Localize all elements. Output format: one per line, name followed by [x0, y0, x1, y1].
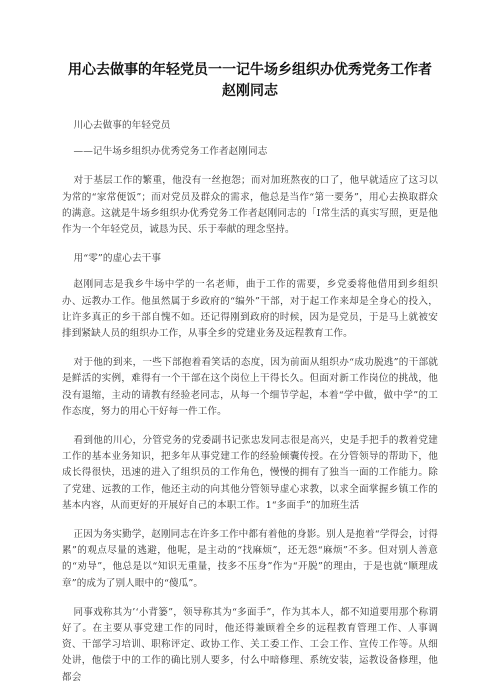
document-title: 用心去做事的年轻党员一一记牛场乡组织办优秀党务工作者赵刚同志 — [68, 62, 432, 99]
paragraph: 川心去做事的年轻党员 — [73, 120, 171, 131]
section-heading: 用“零”的虚心去干事 — [73, 253, 162, 265]
paragraph: 同事戏称其为’‘小背篓”，领导称其为“多面手”，作为其本人，都不知道要用那个称谓好了。在主要从事党建工作的同时，他还得兼顾着全乡的远程教育管理工作、人事调资、干部学习培训、职称评定、政协工作、关工委工作、工会工作、宣传工作等。从细处讲，他偿于中的工作的确比别人要多，付么中暗修理、系统安装，运教设备修理，他都会 — [62, 606, 438, 683]
paragraph: 看到他的川心，分管党务的党委副书记张忠发同志很是高兴，史是手把手的教着党建工作的基本业务知识，把多年从事党建工作的经验倾囊传授。在分管领导的帮助下，他成长得很快，迅速的进入了组织员的工作角色，慢慢的拥有了独当一面的工作能力。除了党建、远教的工作，他还主动的向其他分管领导虚心求教，以求全面掌握乡镇工作的基本内容，从而更好的开展好自己的本职工作。1“多面手”的加班生活 — [62, 435, 438, 511]
paragraph: 正因为务实勤学，赵刚同志在许多工作中都有着他的身影。别人是抱着“学得会，讨得累”的观点尽量的逃避，他呢，是主动的“找麻烦”，还无怨“麻烦”不多。但对别人善意的“劝导”，他总是以“知识无重量，技多不压身”作为“开脱”的理由，于是也就“顺理成章”的成为了别人眼中的“傻瓜”。 — [62, 529, 438, 589]
paragraph: ——记牛场乡组织办优秀党务工作者赵刚同志 — [73, 146, 268, 158]
paragraph: 赵刚同志是我乡牛场中学的一名老师，曲于工作的需要，乡党委将他借用到乡组织办、远教办工作。他虽然属于乡政府的“编外”干部，对于起工作来却是全身心的投入，让许多真正的乡干部自愧不如。还记得刚到政府的时候，因为是党员，于是马上就被安排到紧缺人员的组织办工作，从事全乡的党建业务及远程教育工作。 — [62, 279, 438, 340]
paragraph: 对于他的到来，一些下部抱着看笑话的态度，因为前面从组织办“成功脱逃”的干部就是鲜活的实例，难得有一个干部在这个岗位上干得长久。但面对新工作岗位的挑战，他没有退缩，主动的请教有经验老同志，从每一个细节学起，本着“学中做，做中学”的工作态度，努力的用心干好每一件工作。 — [62, 357, 438, 417]
paragraph: 对于基层工作的繁重，他没有一丝抱怨；而对加班熬夜的口了，他早就适应了这习以为常的“家常便饭”；而对党员及群众的需求，他总是当作“第一要务”，用心去换取群众的满意。这就是牛场乡组织办优秀党务工作者赵刚同志的「I常生活的真实写照，更是他作为一个年轻党员，诚恳为民、乐于奉献的理念坚持。 — [62, 175, 438, 236]
